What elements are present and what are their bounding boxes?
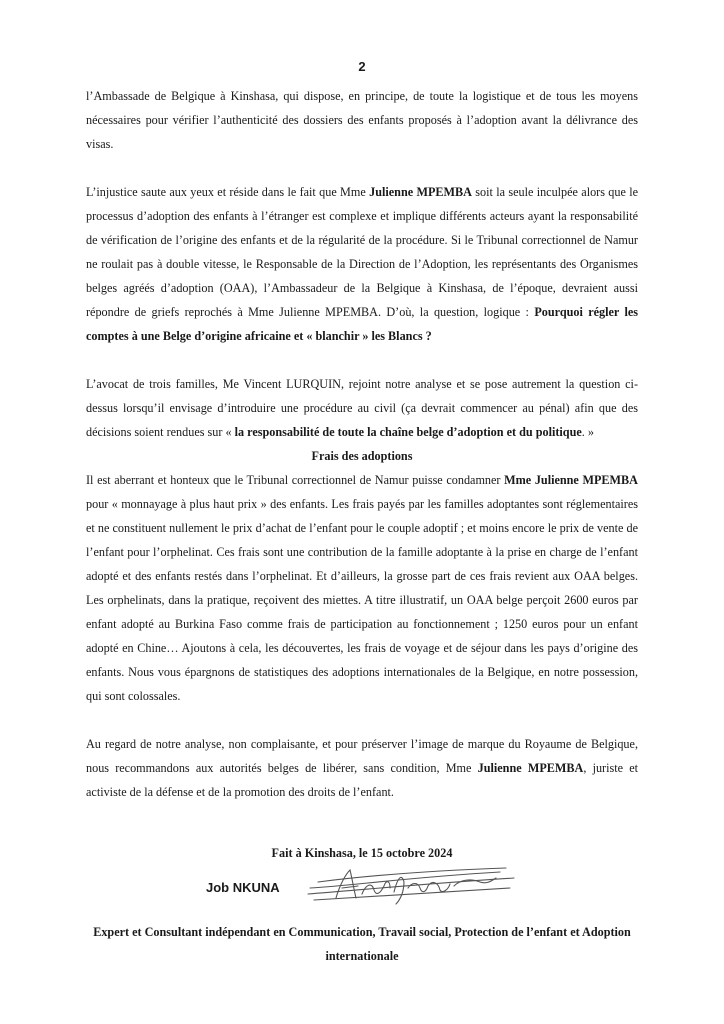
date-line: Fait à Kinshasa, le 15 octobre 2024 [271,846,453,860]
page-number: 2 [358,59,366,74]
paragraph-1 [86,84,638,156]
paragraph-3-text-b: . » [581,425,594,439]
paragraph-1-text: l’Ambassade de Belgique à Kinshasa, qui dispose, en principe, de toute la logistique et de tous les moyens nécessaires pour vérifier l’authenticité des dossiers des enfants proposés à l’adoption avant la délivrance des visas. [86,89,638,151]
paragraph-3 [86,372,638,444]
paragraph-3-bold-quote: la responsabilité de toute la chaîne belge d’adoption et du politique [234,425,582,439]
paragraph-2-bold-question: Pourquoi régler les comptes à une Belge d’origine africaine et « blanchir » les Blancs ? [86,305,638,343]
paragraph-4-bold-name: Mme Julienne MPEMBA [504,473,638,487]
paragraph-2-text-a: L’injustice saute aux yeux et réside dans le fait que Mme [86,185,370,199]
paragraph-4-text-a: Il est aberrant et honteux que le Tribunal correctionnel de Namur puisse condamner [86,473,505,487]
signature-image [300,864,520,910]
paragraph-2 [86,180,638,348]
paragraph-3-text-a: L’avocat de trois familles, Me Vincent LURQUIN, rejoint notre analyse et se pose autrement la question ci-dessus lorsqu’il envisage d’introduire une procédure au civil (ça devrait commencer au pénal) afin que des décisions soient rendues sur « [86,377,638,439]
paragraph-2-bold-name: Julienne MPEMBA [369,185,472,199]
paragraph-5-bold-name: Julienne MPEMBA [477,761,584,775]
section-heading: Frais des adoptions [311,449,413,463]
paragraph-4-text-b: pour « monnayage à plus haut prix » des enfants. Les frais payés par les familles adoptantes sont réglementaires et ne constituent nullement le prix d’achat de l’enfant pour le couple adoptif ; et moins encore le prix de vente de l’enfant pour l’orphelinat. Ces frais sont une contribution de la famille adoptante à la prise en charge de l’enfant adopté et des enfants restés dans l’orphelinat. Et d’ailleurs, la grosse part de ces frais revient aux OAA belges. Les orphelinats, dans la pratique, reçoivent des miettes. A titre illustratif, un OAA belge perçoit 2600 euros par enfant adopté au Burkina Faso comme frais de participation au fonctionnement ; 1250 euros pour un enfant adopté en Chine… Ajoutons à cela, les découvertes, les frais de voyage et de séjour dans les pays d’origine des enfants. Nous vous épargnons de statistiques des adoptions internationales de la Belgique, en notre possession, qui sont colossales. [86,497,638,703]
paragraph-4 [86,468,638,708]
paragraph-5-text-a: Au regard de notre analyse, non complaisante, et pour préserver l’image de marque du Royaume de Belgique, nous recommandons aux autorités belges de libérer, sans condition, Mme [86,737,638,775]
paragraph-5 [86,732,638,804]
paragraph-5-text-b: , juriste et activiste de la défense et de la promotion des droits de l’enfant. [86,761,639,799]
author-name: Job NKUNA [206,880,280,895]
document-body [86,84,638,804]
paragraph-2-text-b: soit la seule inculpée alors que le processus d’adoption des enfants à l’étranger est complexe et implique différents acteurs ayant la responsabilité de vérification de l’origine des enfants et de la régularité de la procédure. Si le Tribunal correctionnel de Namur ne roulait pas à double vitesse, le Responsable de la Direction de l’Adoption, les représentants des Organismes belges agréés d’adoption (OAA), l’Ambassadeur de la Belgique à Kinshasa, de l’époque, devraient aussi répondre de griefs reprochés à Mme Julienne MPEMBA. D’où, la question, logique : [86,185,639,319]
author-title: Expert et Consultant indépendant en Communication, Travail social, Protection de l’enfant et Adoption internationale [93,925,631,963]
